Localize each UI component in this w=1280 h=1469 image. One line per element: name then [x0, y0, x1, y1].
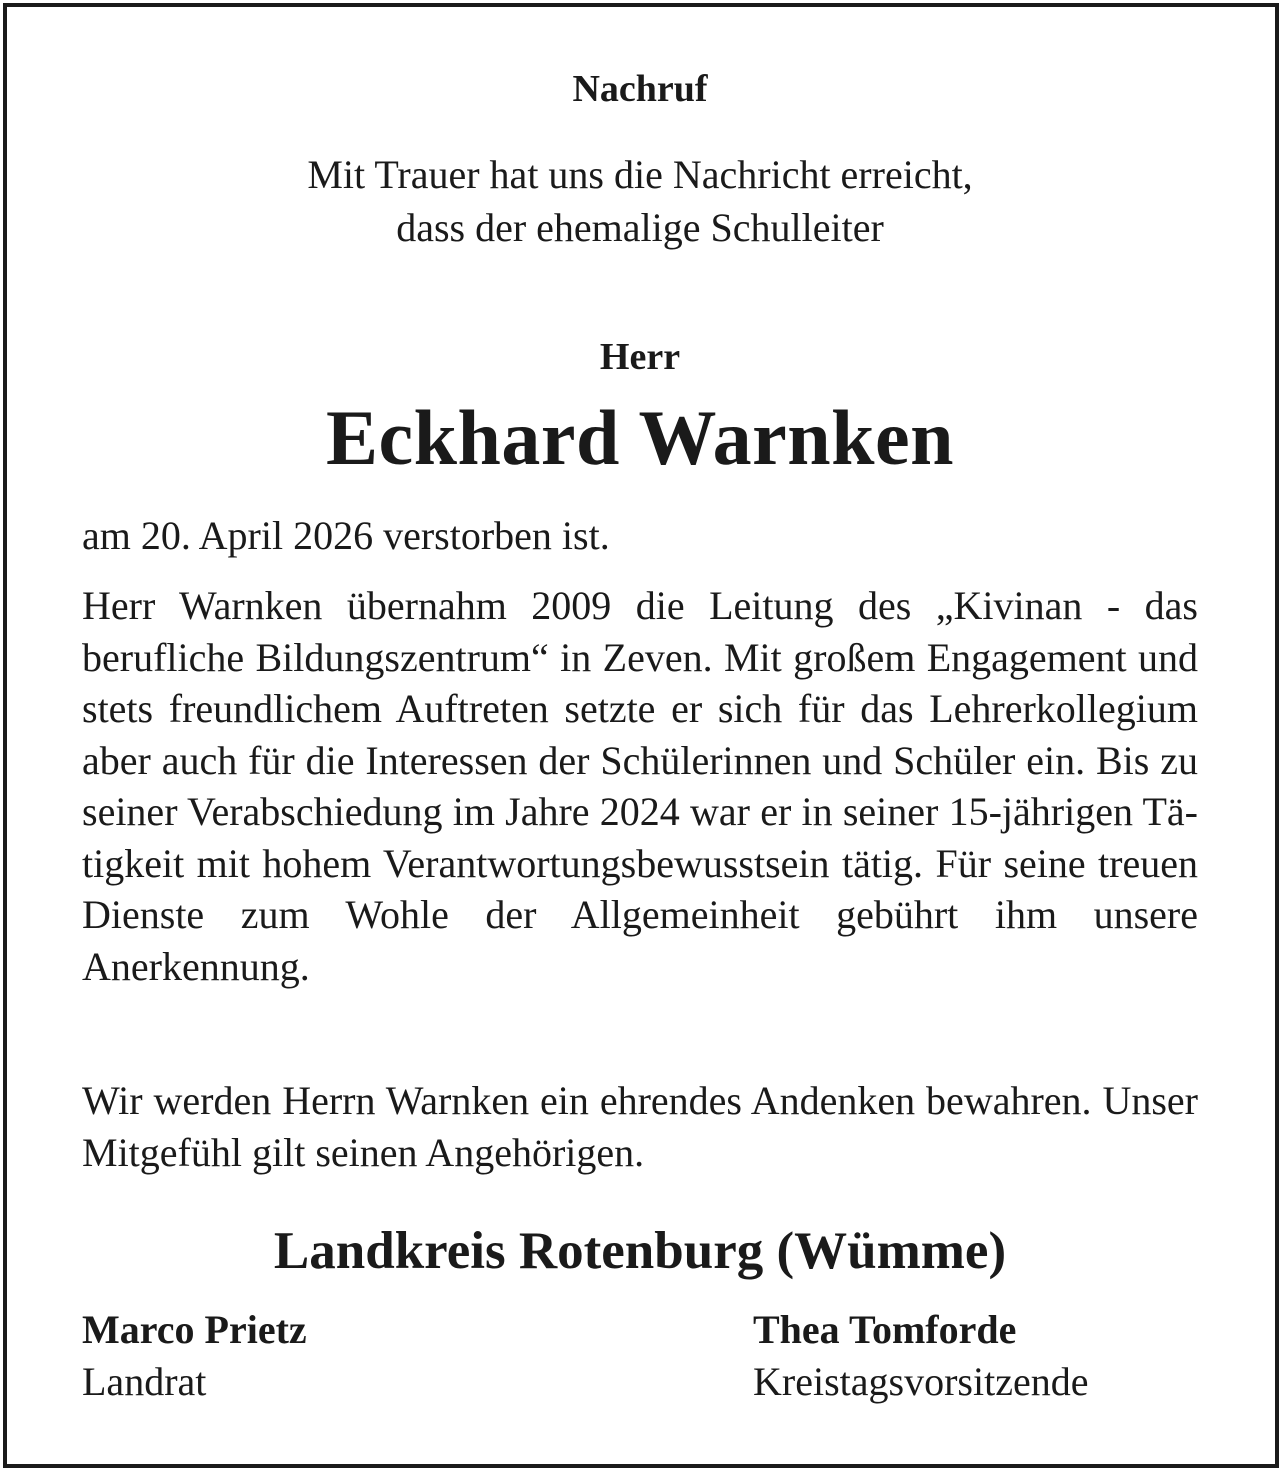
salutation: Herr	[599, 336, 681, 378]
date-paragraph: am 20. April 2026 verstorben ist.	[82, 513, 610, 558]
signer-role: Kreistagsvorsitzende	[753, 1359, 1089, 1404]
signer-right	[753, 1304, 1088, 1408]
body-paragraph: Herr Warnken übernahm 2009 die Leitung des „Kivinan - das berufliche Bildungszentrum“ in Zeven. Mit großem Engagement und stets freundlichem Auftreten setzte er sich für das Lehrerkollegium aber auch für die Interessen der Schülerinnen und Schüler ein. Bis zu seiner Verabschiedung im Jahre 2024 war er in seiner 15-jährigen Tätigkeit mit hohem Verantwortungsbewusstsein tätig. Für seine treuen Dienste zum Wohle der Allgemeinheit gebührt ihm unsere Anerkennung.	[82, 583, 1198, 989]
organization-name: Landkreis Rotenburg (Wümme)	[273, 1222, 1007, 1280]
intro-line-1: Mit Trauer hat uns die Nachricht erreicht,	[307, 152, 973, 197]
signer-role: Landrat	[82, 1359, 207, 1404]
signer-name: Marco Prietz	[82, 1307, 307, 1352]
intro-text	[82, 148, 1198, 254]
signer-name: Thea Tomforde	[753, 1307, 1017, 1352]
notice-heading: Nachruf	[572, 68, 708, 110]
closing-paragraph: Wir werden Herrn Warnken ein ehrendes Andenken bewahren. Unser Mitgefühl gilt seinen Angehörigen.	[82, 1078, 1198, 1175]
intro-line-2: dass der ehemalige Schulleiter	[396, 205, 884, 250]
deceased-name: Eckhard Warnken	[325, 394, 955, 481]
signer-left	[82, 1304, 307, 1408]
